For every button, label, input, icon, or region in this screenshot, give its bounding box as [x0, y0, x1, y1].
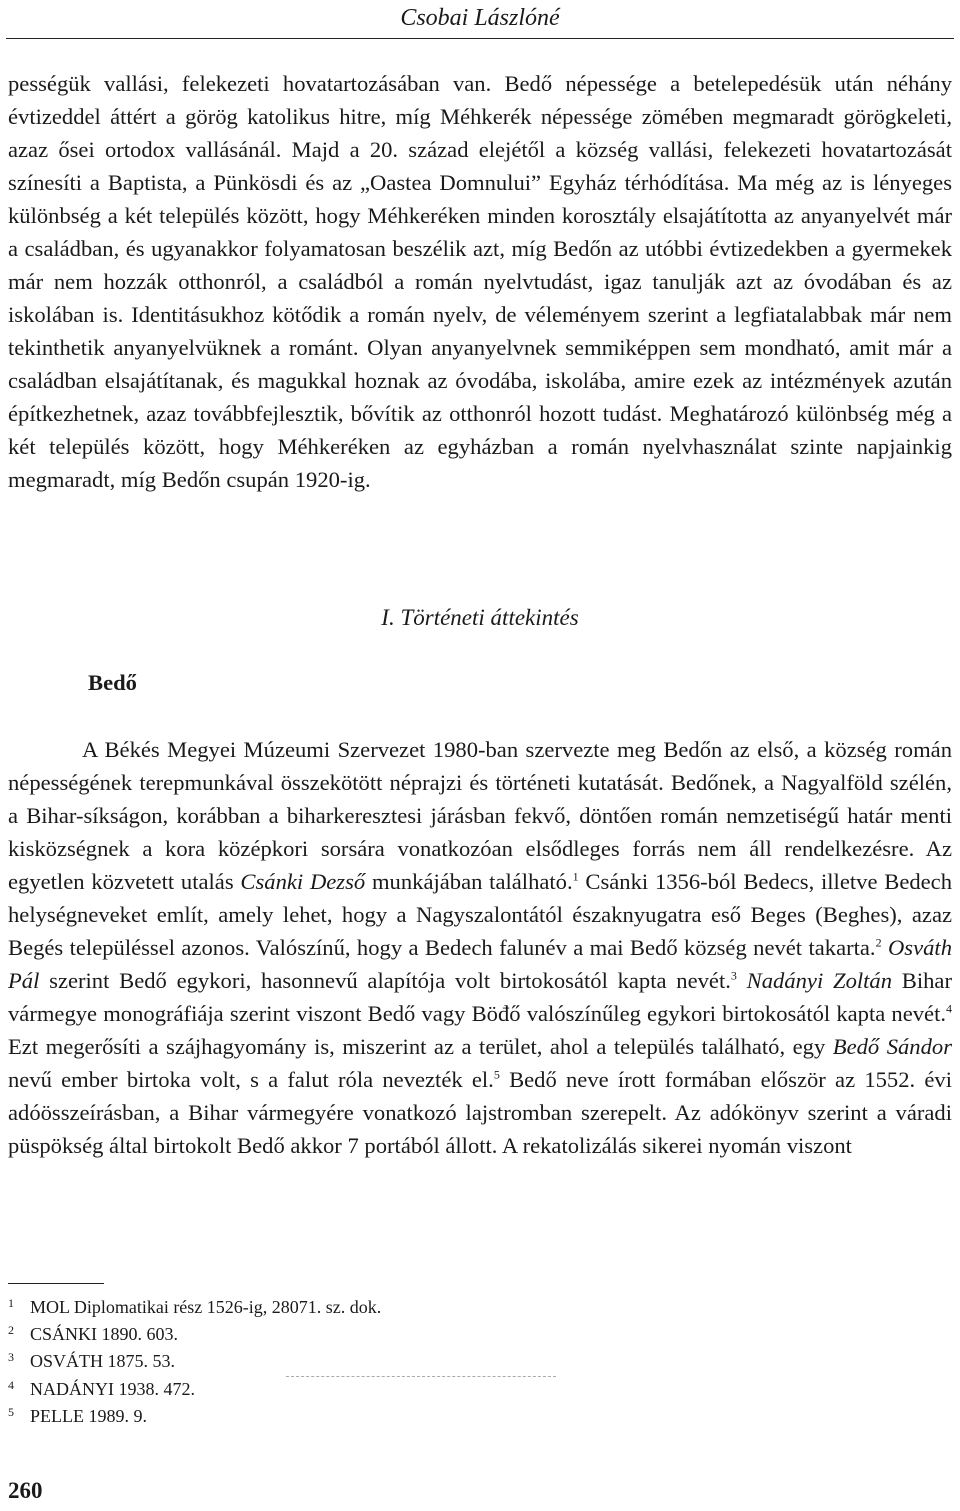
scan-artifact-dashes: [286, 1376, 556, 1377]
footnote: [8, 1348, 952, 1375]
author-name: Nadányi Zoltán: [746, 968, 893, 993]
footnote-ref: 3: [730, 968, 737, 983]
text-run: Ezt megerősíti a szájhagyomány is, miszerint az a terület, ahol a település található, egy: [8, 1034, 833, 1059]
header-rule: [6, 38, 954, 39]
footnote: [8, 1403, 952, 1430]
footnote-ref: 2: [875, 935, 882, 950]
footnote-text: CSÁNKI 1890. 603.: [30, 1324, 179, 1345]
author-name: Csánki Dezső: [240, 869, 366, 894]
section-number: I.: [381, 605, 395, 630]
footnote-text: OSVÁTH 1875. 53.: [30, 1351, 176, 1372]
footnote: [8, 1376, 952, 1403]
text-run: A Békés Megyei Múzeumi Szervezet 1980-ban szervezte meg Bedőn az első, a község román népességének terepmunkával összekötött néprajzi és történeti kutatását. Bedőnek, a Nagyalföld szélén, a Bihar-síkságon, korábban a biharkeresztesi járásban fekvő, döntően román nemzetiségű határ menti kisközségnek a kora középkori sorsára vonatkozóan elsődleges forrás nem áll rendelkezésre. Az egyetlen közvetett utalás: [8, 737, 952, 894]
footnote-number: 1: [8, 1296, 14, 1310]
footnote-number: 2: [8, 1323, 14, 1338]
subsection-heading: Bedő: [88, 670, 137, 695]
author-name: Osváth Pál: [8, 935, 952, 993]
paragraph-2-text: [8, 733, 952, 1162]
footnote-ref: 1: [572, 869, 579, 884]
footnote-number: 5: [8, 1404, 14, 1419]
running-title: Csobai Lászlóné: [400, 5, 560, 31]
text-run: Csánki 1356-ból Bedecs, illetve Bedech helységneveket említ, amely lehet, hogy a Nagyszalontától északnyugatra eső Beges (Beghes), azaz Begés településsel azonos. Valószínű, hogy a Bedech falunév a mai Bedő község nevét takarta.: [8, 869, 953, 960]
text-run: Bihar vármegye monográfiája szerint viszont Bedő vagy Böđő valószínűleg egykori birtokosától kapta nevét.: [8, 968, 952, 1026]
section-title: Történeti áttekintés: [400, 605, 579, 630]
footnote-ref: 5: [493, 1067, 500, 1082]
paragraph-1-text: pességük vallási, felekezeti hovatartozásában van. Bedő népessége a betelepedésük után néhány évtizeddel áttért a görög katolikus hitre, míg Méhkerék népessége zömében megmaradt görögkeleti, azaz ősei ortodox vallásánál. Majd a 20. század elejétől a község vallási, felekezeti hovatartozását színesíti a Baptista, a Pünkösdi és az „Oastea Domnului” Egyház térhódítása. Ma még az is lényeges különbség a két település között, hogy Méhkeréken minden korosztály elsajátította az anyanyelvét már a családban, és ugyanakkor folyamatosan beszélik azt, míg Bedőn az utóbbi évtizedekben a gyermekek már nem hozzák otthonról, a családból a román nyelvtudást, igaz tanulják azt az óvodában és az iskolában is. Identitásukhoz kötődik a román nyelv, de véleményem szerint a legfiatalabbak már nem tekinthetik anyanyelvüknek a románt. Olyan anyanyelvnek semmiképpen sem mondható, amit már a családban elsajátítanak, és magukkal hoznak az óvodába, iskolába, amire ezek az intézmények azután építkezhetnek, azaz továbbfejlesztik, bővítik az otthonról hozott tudást. Meghatározó különbség még a két település között, hogy Méhkeréken az egyházban a román nyelvhasználat szinte napjainkig megmaradt, míg Bedőn csupán 1920-ig.: [8, 71, 952, 492]
text-run: munkájában található.: [365, 869, 573, 894]
footnote-text: NADÁNYI 1938. 472.: [30, 1378, 195, 1399]
footnote-text: PELLE 1989. 9.: [30, 1405, 147, 1426]
footnote-ref: 4: [946, 1001, 952, 1016]
footnote-rule: [8, 1283, 104, 1284]
footnotes: [8, 1294, 952, 1430]
footnote: [8, 1294, 952, 1321]
body-paragraph-2: [8, 733, 952, 1162]
footnote-text: MOL Diplomatikai rész 1526-ig, 28071. sz. dok.: [30, 1297, 382, 1317]
section-heading: [8, 603, 952, 633]
text-run: nevű ember birtoka volt, s a falut róla nevezték el.: [8, 1067, 494, 1092]
text-run: Bedő neve írott formában először az 1552. évi adóösszeírásban, a Bihar vármegyére vonatkozó lajstromban szerepelt. Az adókönyv szerint a váradi püspökség által birtokolt Bedő akkor 7 portából állott. A rekatolizálás sikerei nyomán viszont: [8, 1067, 952, 1158]
footnote-number: 3: [8, 1350, 14, 1365]
footnote: [8, 1321, 952, 1348]
person-name: Bedő Sándor: [832, 1034, 952, 1059]
footnote-number: 4: [8, 1377, 14, 1392]
text-run: szerint Bedő egykori, hasonnevű alapítója volt birtokosától kapta nevét.: [39, 968, 731, 993]
page-number: 260: [8, 1478, 43, 1503]
body-paragraph-1: [8, 67, 952, 496]
